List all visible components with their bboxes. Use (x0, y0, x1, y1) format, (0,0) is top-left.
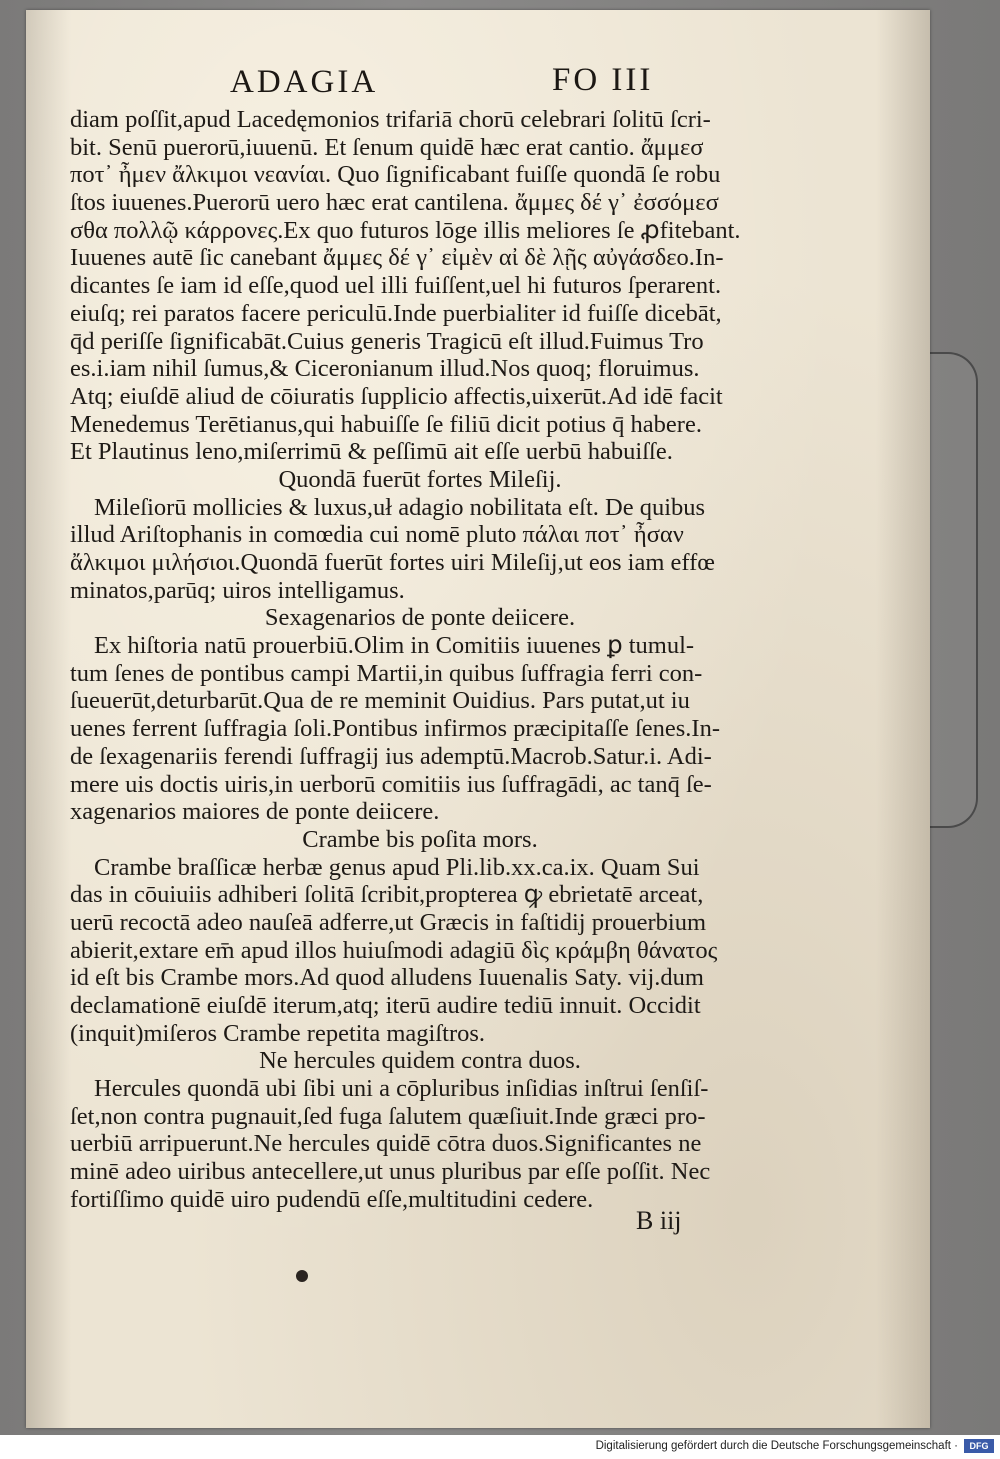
folio-number: FO III (552, 62, 654, 98)
ink-dot (296, 1270, 308, 1282)
page-text-block (70, 106, 770, 1214)
text-line: minē adeo uiribus antecellere,ut unus pluribus par eſſe poſſit. Nec (70, 1158, 711, 1186)
text-line: Atq; eiuſdē aliud de cōiuratis ſupplicio affectis,uixerūt.Ad idē facit (70, 382, 723, 410)
text-line: declamationē eiuſdē iterum,atq; iterū audire tediū innuit. Occidit (70, 992, 701, 1019)
text-line: Et Plautinus leno,miſerrimū & peſſimū ait eſſe uerbū habuiſſe. (70, 438, 673, 466)
text-line: Crambe braſſicæ herbæ genus apud Pli.lib.xx.ca.ix. Quam Sui (94, 853, 700, 881)
adage-heading: Quondā fuerūt fortes Mileſij. (278, 465, 562, 493)
text-line: minatos,parūq; uiros intelligamus. (70, 576, 405, 604)
text-line: Iuuenes autē ſic canebant ἄμμες δέ γ᾽ εἰμὲν αἰ δὲ λῇς αὐγάσδεο.In- (70, 244, 724, 272)
running-head-title: ADAGIA (230, 64, 379, 100)
adage-heading: Sexagenarios de ponte deiicere. (264, 604, 576, 632)
text-line: ἄλκιμοι μιλήσιοι.Quondā fuerūt fortes uiri Mileſij,ut eos iam effœ (70, 549, 715, 576)
text-line: Mileſiorū mollicies & luxus,uł adagio nobilitata eſt. De quibus (94, 493, 706, 521)
text-line: mere uis doctis uiris,in uerborū comitiis ius ſuffragādi, ac tanq̄ ſe- (70, 770, 712, 798)
text-line: es.i.iam nihil ſumus,& Ciceronianum illud.Nos quoq; floruimus. (70, 355, 700, 383)
text-line: bit. Senū puerorū,iuuenū. Et ſenum quidē hæc erat cantio. ἄμμεσ (70, 133, 704, 161)
text-line: tum ſenes de pontibus campi Martii,in quibus ſuffragia ferri con- (70, 659, 703, 687)
text-line: (inquit)miſeros Crambe repetita magiſtros. (70, 1019, 486, 1047)
text-line: de ſexagenariis ferendi ſuffragij ius ademptū.Macrob.Satur.i. Adi- (70, 742, 712, 770)
text-line: diam poſſit,apud Lacedęmonios trifariā chorū celebrari ſolitū ſcri- (70, 106, 711, 133)
text-line: ſtos iuuenes.Puerorū uero hæc erat cantilena. ἄμμες δέ γ᾽ ἐσσόμεσ (70, 189, 719, 217)
footer-credit: Digitalisierung gefördert durch die Deutsche Forschungsgemeinschaft · (595, 1440, 958, 1452)
text-line: ſueuerūt,deturbarūt.Qua de re meminit Ouidius. Pars putat,ut iu (70, 687, 690, 715)
text-line: id eſt bis Crambe mors.Ad quod alludens Iuuenalis Saty. vij.dum (70, 964, 704, 992)
adage-heading: Ne hercules quidem contra duos. (259, 1047, 581, 1075)
text-line: ποτ᾽ ἦμεν ἄλκιμοι νεανίαι. Quo ſignificabant fuiſſe quondā ſe robu (70, 161, 721, 189)
text-line: eiuſq; rei paratos facere periculū.Inde puerbialiter id fuiſſe dicebāt, (70, 299, 722, 327)
text-line: dicantes ſe iam id eſſe,quod uel illi fuiſſent,uel hi futuros ſperarent. (70, 272, 722, 300)
text-line: uenes ferrent ſuffragia ſoli.Pontibus infirmos præcipitaſſe ſenes.In- (70, 715, 720, 743)
text-line: q̄d periſſe ſignificabāt.Cuius generis Tragicū eſt illud.Fuimus Tro (70, 327, 704, 355)
text-line: Ex hiſtoria natū prouerbiū.Olim in Comitiis iuuenes ꝑ tumul- (94, 632, 695, 660)
text-line: uerbiū arripuerunt.Ne hercules quidē cōtra duos.Significantes ne (70, 1130, 702, 1158)
text-line: Menedemus Terētianus,qui habuiſſe ſe filiū dicit potius q̄ habere. (70, 410, 702, 438)
text-line: uerū recoctā adeo nauſeā adferre,ut Græcis in faſtidij prouerbium (70, 908, 707, 936)
dfg-logo: DFG (964, 1439, 994, 1453)
text-line: abierit,extare em̄ apud illos huiuſmodi adagiū δὶς κράμβη θάνατος (70, 936, 718, 964)
text-line: illud Ariſtophanis in comœdia cui nomē pluto πάλαι ποτ᾽ ἦσαν (70, 521, 684, 549)
text-line: xagenarios maiores de ponte deiicere. (70, 798, 440, 826)
signature-mark: B iij (636, 1206, 682, 1235)
text-line: ſet,non contra pugnauit,ſed fuga ſalutem quæſiuit.Inde græci pro- (70, 1102, 706, 1130)
adage-heading: Crambe bis poſita mors. (302, 825, 538, 853)
text-line: das in cōuiuiis adhiberi ſolitā ſcribit,propterea ꝙ ebrietatē arceat, (70, 881, 704, 909)
text-line: fortiſſimo quidē uiro pudendū eſſe,multitudini cedere. (70, 1185, 594, 1213)
text-line: Hercules quondā ubi ſibi uni a cōpluribus inſidias inſtrui ſenſiſ- (94, 1075, 709, 1103)
text-line: σθα πολλῷ κάρρονες.Ex quo futuros lōge illis meliores ſe ꝓfitebant. (70, 216, 741, 244)
